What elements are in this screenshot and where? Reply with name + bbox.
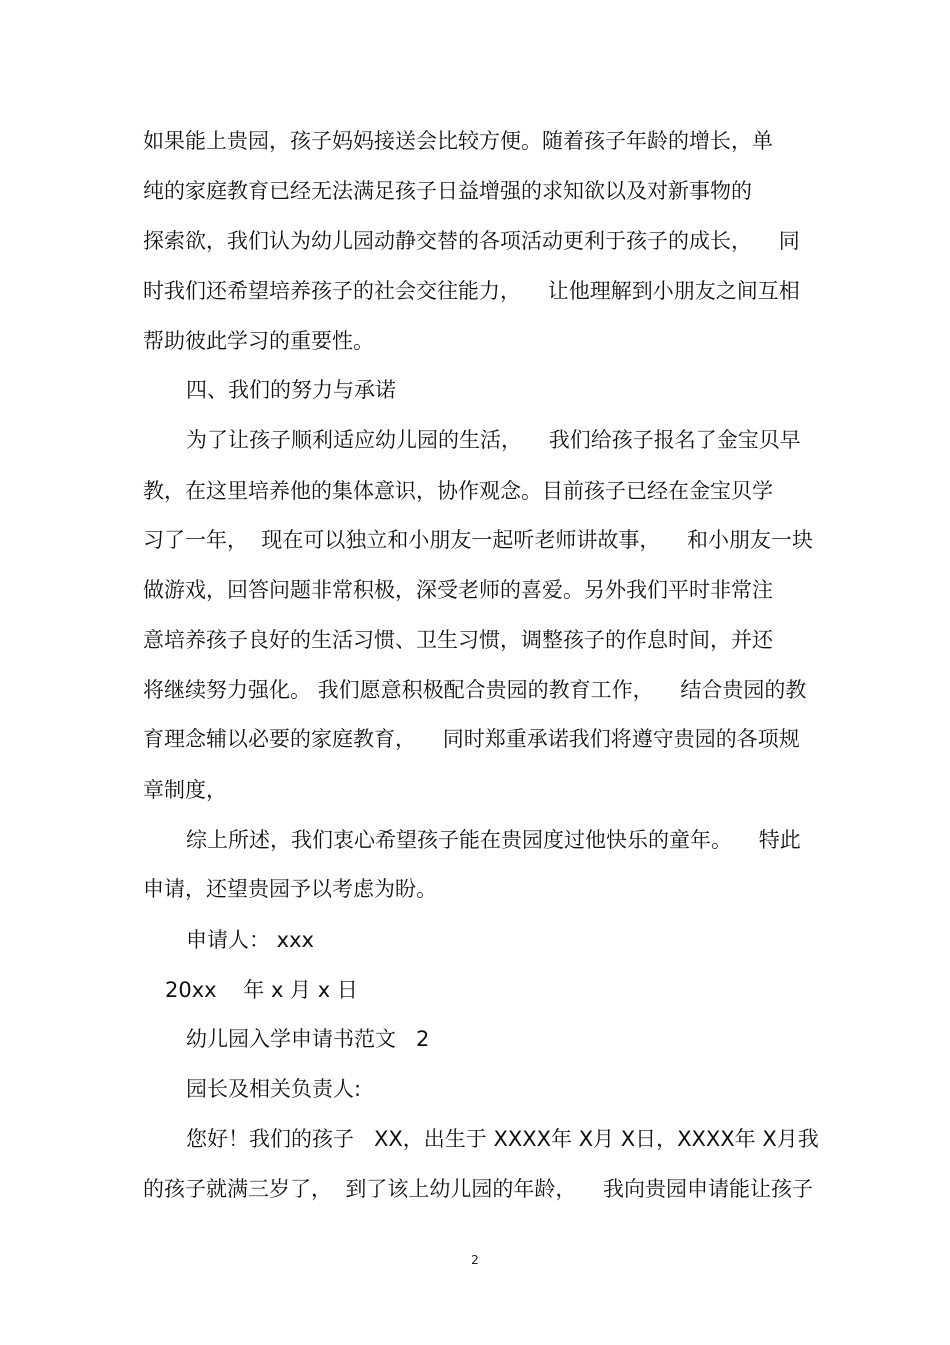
text-line-4: 时我们还希望培养孩子的社会交往能力， 让他理解到小朋友之间互相 bbox=[143, 279, 800, 303]
text-line-10: 做游戏，回答问题非常积极，深受老师的喜爱。另外我们平时非常注 bbox=[143, 578, 773, 602]
text-line-16: 申请，还望贵园予以考虑为盼。 bbox=[143, 877, 437, 901]
text-line-3: 探索欲，我们认为幼儿园动静交替的各项活动更利于孩子的成长， 同 bbox=[143, 229, 800, 253]
text-line-1: 如果能上贵园，孩子妈妈接送会比较方便。随着孩子年龄的增长，单 bbox=[143, 129, 773, 153]
page-number: 2 bbox=[471, 1253, 479, 1267]
text-line-2: 纯的家庭教育已经无法满足孩子日益增强的求知欲以及对新事物的 bbox=[143, 179, 752, 203]
text-line-12: 将继续努力强化。 我们愿意积极配合贵园的教育工作， 结合贵园的教 bbox=[143, 678, 807, 702]
applicant-line: 申请人： xxx bbox=[186, 928, 314, 952]
date-line: 20xx 年 x 月 x 日 bbox=[165, 978, 358, 1002]
section-heading: 四、我们的努力与承诺 bbox=[186, 378, 396, 402]
text-line-8: 教，在这里培养他的集体意识，协作观念。目前孩子已经在金宝贝学 bbox=[143, 479, 773, 503]
text-line-13: 育理念辅以必要的家庭教育， 同时郑重承诺我们将遵守贵园的各项规 bbox=[143, 727, 800, 751]
text-line-14: 章制度， bbox=[143, 778, 227, 802]
text-line-15: 综上所述，我们衷心希望孩子能在贵园度过他快乐的童年。 特此 bbox=[186, 828, 801, 852]
text-line-7: 为了让孩子顺利适应幼儿园的生活， 我们给孩子报名了金宝贝早 bbox=[186, 428, 801, 452]
text-line-21: 您好！我们的孩子 XX，出生于 XXXX年 X月 X日，XXXX年 X月我 bbox=[186, 1127, 819, 1151]
sample-title: 幼儿园入学申请书范文 2 bbox=[186, 1027, 430, 1051]
text-line-22: 的孩子就满三岁了， 到了该上幼儿园的年龄， 我向贵园申请能让孩子 bbox=[143, 1177, 814, 1201]
text-line-5: 帮助彼此学习的重要性。 bbox=[143, 329, 374, 353]
text-line-11: 意培养孩子良好的生活习惯、卫生习惯，调整孩子的作息时间，并还 bbox=[143, 628, 773, 652]
salutation: 园长及相关负责人: bbox=[186, 1077, 362, 1101]
text-line-9: 习了一年， 现在可以独立和小朋友一起听老师讲故事， 和小朋友一块 bbox=[143, 528, 814, 552]
